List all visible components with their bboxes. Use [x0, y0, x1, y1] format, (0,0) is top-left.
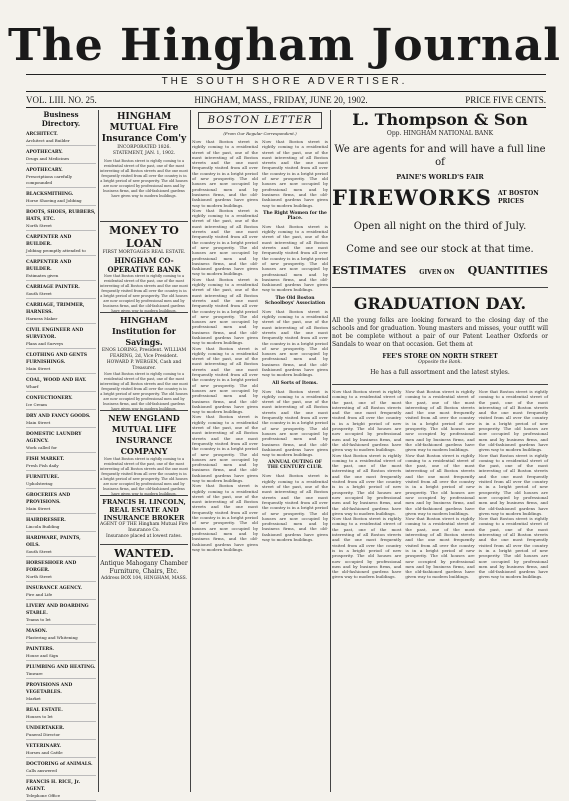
directory-entry-name: INSURANCE AGENCY.: [26, 586, 82, 591]
directory-entry-desc: North Street: [26, 223, 52, 228]
directory-entry-name: APOTHECARY.: [26, 168, 63, 173]
fire-insurance-title: HINGHAM MUTUAL Fire Insurance Com'y: [101, 112, 187, 144]
directory-entry: [26, 535, 96, 557]
lincoln-ad: [100, 496, 188, 545]
directory-entry-name: HAIRDRESSER.: [26, 518, 66, 523]
directory-entry-name: HORSESHOER AND FORGER.: [26, 561, 77, 573]
come-and-see: Come and see our stock at that time.: [346, 244, 534, 255]
boston-letter-header: BOSTON LETTER: [198, 112, 322, 129]
directory-entry: [26, 149, 96, 164]
thompson-name: L. Thompson & Son: [352, 110, 528, 129]
boston-prices: AT BOSTON PRICES: [497, 189, 539, 205]
quantities-word: QUANTITIES: [467, 264, 548, 277]
directory-entry: [26, 456, 96, 471]
directory-entry-desc: Lincoln Building: [26, 524, 60, 529]
article-paragraph: Now that Boston street is rightly coming to a residential street of the past, one of the most interesting of all Boston streets and the one most frequently visited from all over the country is in a bright period of new prosperity. The old houses are now occupied by professional men and by business firms, and the old-fashioned gardens have given way to modern buildings.: [262, 388, 328, 458]
directory-entry-desc: Teams to let: [26, 617, 51, 622]
estimates-word: ESTIMATES: [332, 264, 407, 277]
money-to-loan-ad: [100, 222, 188, 313]
directory-entry-name: CIVIL ENGINEER AND SURVEYOR.: [26, 328, 84, 340]
thompson-location: Opp. HINGHAM NATIONAL BANK: [386, 130, 494, 137]
directory-entry: [26, 431, 96, 453]
directory-entry-name: BLACKSMITHING.: [26, 192, 74, 197]
new-england-mutual-ad: [100, 411, 188, 496]
directory-entry-desc: Plastering and Whitening: [26, 635, 78, 640]
money-to-loan-sub: FIRST MORTGAGES REAL ESTATE.: [102, 250, 186, 255]
article-paragraph: Now that Boston street is rightly coming to a residential street of the past, one of the most interesting of all Boston streets and the one most frequently visited from all over the country is in a bright period of new prosperity. The old houses are now occupied by professional men and by business firms, and the old-fashioned gardens have given way to modern buildings.: [332, 452, 402, 516]
issue-price: PRICE FIVE CENTS.: [465, 95, 546, 105]
directory-entry: [26, 474, 96, 489]
directory-entry-name: LIVERY AND BOARDING STABLE.: [26, 604, 89, 616]
newspaper-subtitle: THE SOUTH SHORE ADVERTISER.: [161, 76, 408, 87]
article-paragraph: Now that Boston street is rightly coming to a residential street of the past, one of the most interesting of all Boston streets and the one most frequently visited from all over the country is in a bright period of new prosperity. The old houses are now occupied by professional men and by business firms, and the old-fashioned gardens have given way to modern buildings.: [405, 516, 475, 580]
paines-line: PAINE'S WORLD'S FAIR: [396, 173, 484, 181]
directory-entry: [26, 352, 96, 374]
article-paragraph: Now that Boston street is rightly coming to a residential street of the past, one of the most interesting of all Boston streets and the one most frequently visited from all over the country is in a bright period of new prosperity. The old houses are now occupied by professional men and by business firms, and the old-fashioned gardens have given way to modern buildings.: [192, 207, 258, 277]
fire-insurance-incorporated: INCORPORATED 1826.: [117, 145, 171, 150]
section-heading: The Old Boston Schoolboys' Association: [264, 295, 326, 306]
directory-entry-name: REAL ESTATE.: [26, 708, 63, 713]
directory-entry-desc: Main Street: [26, 366, 51, 371]
estimates-row: [332, 264, 548, 277]
graduation-ad: [332, 294, 548, 385]
article-paragraph: Now that Boston street is rightly coming to a residential street of the past, one of the most interesting of all Boston streets and the one most frequently visited from all over the country is in a bright period of new prosperity. The old houses are now occupied by professional men and by business firms, and the old-fashioned gardens have given way to modern buildings.: [262, 308, 328, 378]
directory-entry-name: ARCHITECT.: [26, 132, 58, 137]
directory-entry-desc: Plans and Surveys: [26, 341, 64, 346]
fire-insurance-ad: [100, 110, 188, 222]
directory-entry-name: PAINTERS.: [26, 647, 54, 652]
directory-entry-desc: North Street: [26, 574, 52, 579]
directory-entry-name: FISH MARKET.: [26, 457, 65, 462]
lincoln-agent: AGENT OF THE Hingham Mutual Fire Insurance Co.: [100, 522, 188, 533]
article-paragraph: Now that Boston street is rightly coming to a residential street of the past, one of the most interesting of all Boston streets and the one most frequently visited from all over the country is in a bright period of new prosperity. The old houses are now occupied by professional men and by business firms, and the old-fashioned gardens have given way to modern buildings.: [192, 414, 258, 483]
directory-entry: [26, 284, 96, 299]
section-heading: ANNUAL OUTING OF THE CENTURY CLUB.: [267, 460, 323, 471]
column-divider: [98, 110, 99, 792]
article-paragraph: Now that Boston street is rightly coming to a residential street of the past, one of the most interesting of all Boston streets and the one most frequently visited from all over the country is in a bright period of new prosperity. The old houses are now occupied by professional men and by business firms, and the old-fashioned gardens have given way to modern buildings.: [192, 276, 258, 346]
directory-entry: [26, 377, 96, 392]
directory-entry-name: DRY AND FANCY GOODS.: [26, 414, 91, 419]
directory-entry: [26, 707, 96, 722]
directory-entry-name: COAL, WOOD AND HAY.: [26, 378, 87, 383]
directory-entry-desc: Estimates given: [26, 273, 59, 278]
right-block: [332, 110, 548, 792]
directory-entry: [26, 560, 96, 582]
directory-entry: [26, 131, 96, 146]
fees-assortment: He has a full assortment and the latest styles.: [370, 369, 510, 376]
boston-letter-byline: (From Our Regular Correspondent.): [223, 131, 297, 136]
directory-title: Business Directory.: [41, 110, 81, 128]
directory-entry-name: CLOTHING AND GENTS FURNISHINGS.: [26, 353, 87, 365]
directory-entry: [26, 167, 96, 188]
column-divider: [330, 110, 331, 792]
directory-entry: [26, 761, 96, 776]
directory-entry-desc: Drugs and Medicines: [26, 156, 70, 161]
directory-entry-name: CARPENTER AND BUILDER.: [26, 260, 72, 272]
directory-entry: [26, 603, 96, 625]
directory-entry-name: UNDERTAKER.: [26, 726, 65, 731]
article-paragraph: Now that Boston street is rightly coming to a residential street of the past, one of the most interesting of all Boston streets and the one most frequently visited from all over the country is in a bright period of new prosperity. The old houses are now occupied by professional men and by business firms, and the old-fashioned gardens have given way to modern buildings.: [192, 345, 258, 415]
directory-entry: [26, 209, 96, 231]
directory-entry: [26, 302, 96, 324]
directory-entry-desc: House and Sign: [26, 653, 59, 658]
dateline-bottom-rule: [26, 107, 546, 108]
insurance-note: Insurance placed at lowest rates.: [106, 534, 182, 539]
volume-number: VOL. LIII. NO. 25.: [26, 95, 97, 105]
dateline-top-rule: [26, 91, 546, 92]
directory-entry-desc: Calls answered: [26, 768, 57, 773]
article-paragraph: Now that Boston street is rightly coming to a residential street of the past, one of the most interesting of all Boston streets and the one most frequently visited from all over the country is in a bright period of new prosperity. The old houses are now occupied by professional men and by business firms, and the old-fashioned gardens have given way to modern buildings.: [478, 389, 548, 453]
coop-bank-title: HINGHAM CO-OPERATIVE BANK: [107, 256, 181, 274]
directory-entry-desc: Horse Shoeing and Jobbing: [26, 198, 82, 203]
open-all-night: Open all night on the third of July.: [353, 221, 527, 232]
directory-entry-desc: Main Street: [26, 420, 51, 425]
directory-entry-name: APOTHECARY.: [26, 150, 63, 155]
savings-title: HINGHAM Institution for Savings.: [112, 315, 176, 347]
article-paragraph: Now that Boston street is rightly coming to a residential street of the past, one of the most interesting of all Boston streets and the one most frequently visited from all over the country is in a bright period of new prosperity. The old houses are now occupied by professional men and by business firms, and the old-fashioned gardens have given way to modern buildings.: [262, 473, 328, 542]
masthead-rule: [26, 74, 546, 75]
article-paragraph: Now that Boston street is rightly coming to a residential street of the past, one of the most interesting of all Boston streets and the one most frequently visited from all over the country is in a bright period of new prosperity. The old houses are now occupied by professional men and by business firms, and the old-fashioned gardens have given way to modern buildings.: [478, 452, 548, 516]
directory-list: [26, 131, 96, 801]
directory-entry-name: VETERINARY.: [26, 744, 61, 749]
wanted-text: Antique Mahogany Chamber Furniture, Chairs, Etc.: [100, 560, 188, 575]
graduation-title: GRADUATION DAY.: [353, 294, 527, 313]
article-paragraph: Now that Boston street is rightly coming to a residential street of the past, one of the most interesting of all Boston streets and the one most frequently visited from all over the country is in a bright period of new prosperity. The old houses are now occupied by professional men and by business firms, and the old-fashioned gardens have given way to modern buildings.: [192, 483, 258, 552]
directory-entry-name: CARRIAGE PAINTER.: [26, 285, 80, 290]
fire-insurance-fineprint: Now that Boston street is rightly coming to a residential street of the past, one of the most interesting of all Boston streets and the one most frequently visited from all over the country is in a bright period of new prosperity. The old houses are now occupied by professional men and by business firms, and the old-fashioned gardens have given way to modern buildings.: [100, 159, 188, 198]
fees-store: FEE'S STORE ON NORTH STREET: [382, 353, 498, 360]
directory-entry: [26, 191, 96, 206]
given-on-word: GIVEN ON: [419, 269, 455, 276]
directory-entry: [26, 725, 96, 740]
directory-entry: [26, 327, 96, 349]
graduation-text: All the young folks are looking forward to the closing day of the schools and for graduation. Young masters and misses, your outfit will not be complete without a pair of our Patent Leather Oxfords or Sandals to wear on that occasion. Get them at: [332, 317, 548, 348]
directory-entry: [26, 779, 96, 801]
directory-entry-desc: Fire and Life: [26, 592, 53, 597]
directory-entry-desc: Funeral Director: [26, 732, 61, 737]
business-directory: [26, 110, 96, 798]
savings-officers: ENOS LORING, President. WILLIAM FEARING, 2d, Vice President. HOWARD P. WERGEN, Cash and Treasurer.: [101, 348, 187, 371]
directory-entry: [26, 628, 96, 643]
directory-entry-desc: Horses and Cattle: [26, 750, 63, 755]
boston-letter-body: [192, 139, 328, 552]
section-heading: All Sorts of Items.: [272, 380, 318, 386]
directory-entry: [26, 585, 96, 600]
directory-entry-name: DOMESTIC LAUNDRY AGENCY.: [26, 432, 82, 444]
savings-fineprint: Now that Boston street is rightly coming to a residential street of the past, one of the most interesting of all Boston streets and the one most frequently visited from all over the country is in a bright period of new prosperity. The old houses are now occupied by professional men and by business firms, and the old-fashioned gardens have given way to modern buildings.: [100, 372, 188, 411]
wanted-address: Address BOX 104, HINGHAM, MASS.: [100, 576, 188, 581]
section-heading: The Right Women for the Place.: [263, 210, 327, 221]
directory-entry-desc: Architect and Builder: [26, 138, 70, 143]
directory-entry-desc: Wharf: [26, 384, 39, 389]
bottom-articles: [332, 389, 548, 580]
directory-entry-desc: Houses to let: [26, 714, 53, 719]
article-paragraph: Now that Boston street is rightly coming to a residential street of the past, one of the most interesting of all Boston streets and the one most frequently visited from all over the country is in a bright period of new prosperity. The old houses are now occupied by professional men and by business firms, and the old-fashioned gardens have given way to modern buildings.: [332, 516, 402, 580]
directory-entry-desc: Main Street: [26, 506, 51, 511]
directory-entry: [26, 646, 96, 661]
wanted-ad: [100, 545, 188, 586]
directory-entry-desc: Telephone Office: [26, 793, 61, 798]
directory-entry-name: PROVISIONS AND VEGETABLES.: [26, 683, 73, 695]
directory-entry-desc: Tinware: [26, 671, 43, 676]
article-paragraph: Now that Boston street is rightly coming to a residential street of the past, one of the most interesting of all Boston streets and the one most frequently visited from all over the country is in a bright period of new prosperity. The old houses are now occupied by professional men and by business firms, and the old-fashioned gardens have given way to modern buildings.: [332, 389, 402, 453]
directory-entry-desc: Ice Cream: [26, 402, 47, 407]
advert-column: [100, 110, 188, 792]
fireworks-row: [332, 185, 548, 210]
directory-entry: [26, 395, 96, 410]
directory-entry-name: CONFECTIONERY.: [26, 396, 73, 401]
publication-date: HINGHAM, MASS., FRIDAY, JUNE 20, 1902.: [194, 95, 368, 105]
boston-letter-column: [192, 110, 328, 792]
directory-entry-desc: Jobbing promptly attended to: [26, 248, 86, 253]
fire-insurance-statement: STATEMENT, JAN. 1, 1902.: [112, 151, 176, 156]
directory-entry-desc: Market: [26, 696, 41, 701]
agents-line: We are agents for and will have a full line of: [334, 144, 546, 168]
thompson-ad: [332, 110, 548, 288]
directory-entry-name: BOOTS, SHOES, RUBBERS, HATS, ETC.: [26, 210, 96, 222]
lincoln-title: FRANCIS H. LINCOLN, REAL ESTATE AND INSURANCE BROKER: [102, 498, 186, 522]
directory-entry-name: MASON.: [26, 629, 48, 634]
directory-entry-desc: Prescriptions carefully compounded: [26, 174, 72, 185]
directory-entry-name: FRANCIS H. RICE, Jr. AGENT.: [26, 780, 81, 792]
new-england-fineprint: Now that Boston street is rightly coming to a residential street of the past, one of the most interesting of all Boston streets and the one most frequently visited from all over the country is in a bright period of new prosperity. The old houses are now occupied by professional men and by business firms, and the old-fashioned gardens have given way to modern buildings.: [100, 457, 188, 496]
money-to-loan-title: MONEY TO LOAN: [109, 224, 179, 250]
coop-bank-fineprint: Now that Boston street is rightly coming to a residential street of the past, one of the most interesting of all Boston streets and the one most frequently visited from all over the country is in a bright period of new prosperity. The old houses are now occupied by professional men and by business firms, and the old-fashioned gardens have given way to modern buildings.: [100, 274, 188, 313]
directory-entry: [26, 517, 96, 532]
article-paragraph: Now that Boston street is rightly coming to a residential street of the past, one of the most interesting of all Boston streets and the one most frequently visited from all over the country is in a bright period of new prosperity. The old houses are now occupied by professional men and by business firms, and the old-fashioned gardens have given way to modern buildings.: [405, 389, 475, 453]
directory-entry-name: CARRIAGE, TRIMMER, HARNESS.: [26, 303, 85, 315]
directory-entry-desc: Work called for: [26, 445, 58, 450]
directory-entry: [26, 234, 96, 256]
masthead: [0, 18, 569, 74]
directory-entry-desc: South Street: [26, 291, 52, 296]
directory-entry-desc: Fresh Fish daily: [26, 463, 59, 468]
directory-entry-name: DOCTORING of ANIMALS.: [26, 762, 93, 767]
wanted-title: WANTED.: [114, 547, 174, 560]
directory-entry: [26, 259, 96, 281]
article-paragraph: Now that Boston street is rightly coming to a residential street of the past, one of the most interesting of all Boston streets and the one most frequently visited from all over the country is in a bright period of new prosperity. The old houses are now occupied by professional men and by business firms, and the old-fashioned gardens have given way to modern buildings.: [262, 139, 328, 208]
directory-entry-name: GROCERIES AND PROVISIONS.: [26, 493, 71, 505]
directory-entry-desc: Upholstering: [26, 481, 53, 486]
directory-entry-desc: South Street: [26, 549, 52, 554]
newspaper-title: The Hingham Journal: [7, 20, 561, 71]
new-england-title: NEW ENGLAND MUTUAL LIFE INSURANCE COMPANY: [108, 413, 180, 456]
article-paragraph: Now that Boston street is rightly coming to a residential street of the past, one of the most interesting of all Boston streets and the one most frequently visited from all over the country is in a bright period of new prosperity. The old houses are now occupied by professional men and by business firms, and the old-fashioned gardens have given way to modern buildings.: [405, 452, 475, 516]
savings-ad: [100, 313, 188, 411]
fees-opposite: Opposite the Bank.: [418, 360, 462, 365]
article-paragraph: Now that Boston street is rightly coming to a residential street of the past, one of the most interesting of all Boston streets and the one most frequently visited from all over the country is in a bright period of new prosperity. The old houses are now occupied by professional men and by business firms, and the old-fashioned gardens have given way to modern buildings.: [262, 223, 328, 293]
directory-entry: [26, 682, 96, 704]
directory-entry: [26, 492, 96, 514]
directory-entry-name: PLUMBING AND HEATING.: [26, 665, 96, 670]
directory-entry: [26, 743, 96, 758]
directory-entry: [26, 413, 96, 428]
article-paragraph: Now that Boston street is rightly coming to a residential street of the past, one of the most interesting of all Boston streets and the one most frequently visited from all over the country is in a bright period of new prosperity. The old houses are now occupied by professional men and by business firms, and the old-fashioned gardens have given way to modern buildings.: [478, 516, 548, 580]
dateline: [26, 95, 546, 105]
directory-entry: [26, 664, 96, 679]
article-paragraph: Now that Boston street is rightly coming to a residential street of the past, one of the most interesting of all Boston streets and the one most frequently visited from all over the country is in a bright period of new prosperity. The old houses are now occupied by professional men and by business firms, and the old-fashioned gardens have given way to modern buildings.: [192, 139, 258, 208]
fireworks-title: FIREWORKS: [332, 185, 492, 210]
directory-entry-desc: Harness Maker: [26, 316, 58, 321]
directory-entry-name: CARPENTER AND BUILDER.: [26, 235, 72, 247]
directory-entry-name: FURNITURE.: [26, 475, 60, 480]
directory-entry-name: HARDWARE, PAINTS, OILS.: [26, 536, 81, 548]
column-divider: [190, 110, 191, 792]
